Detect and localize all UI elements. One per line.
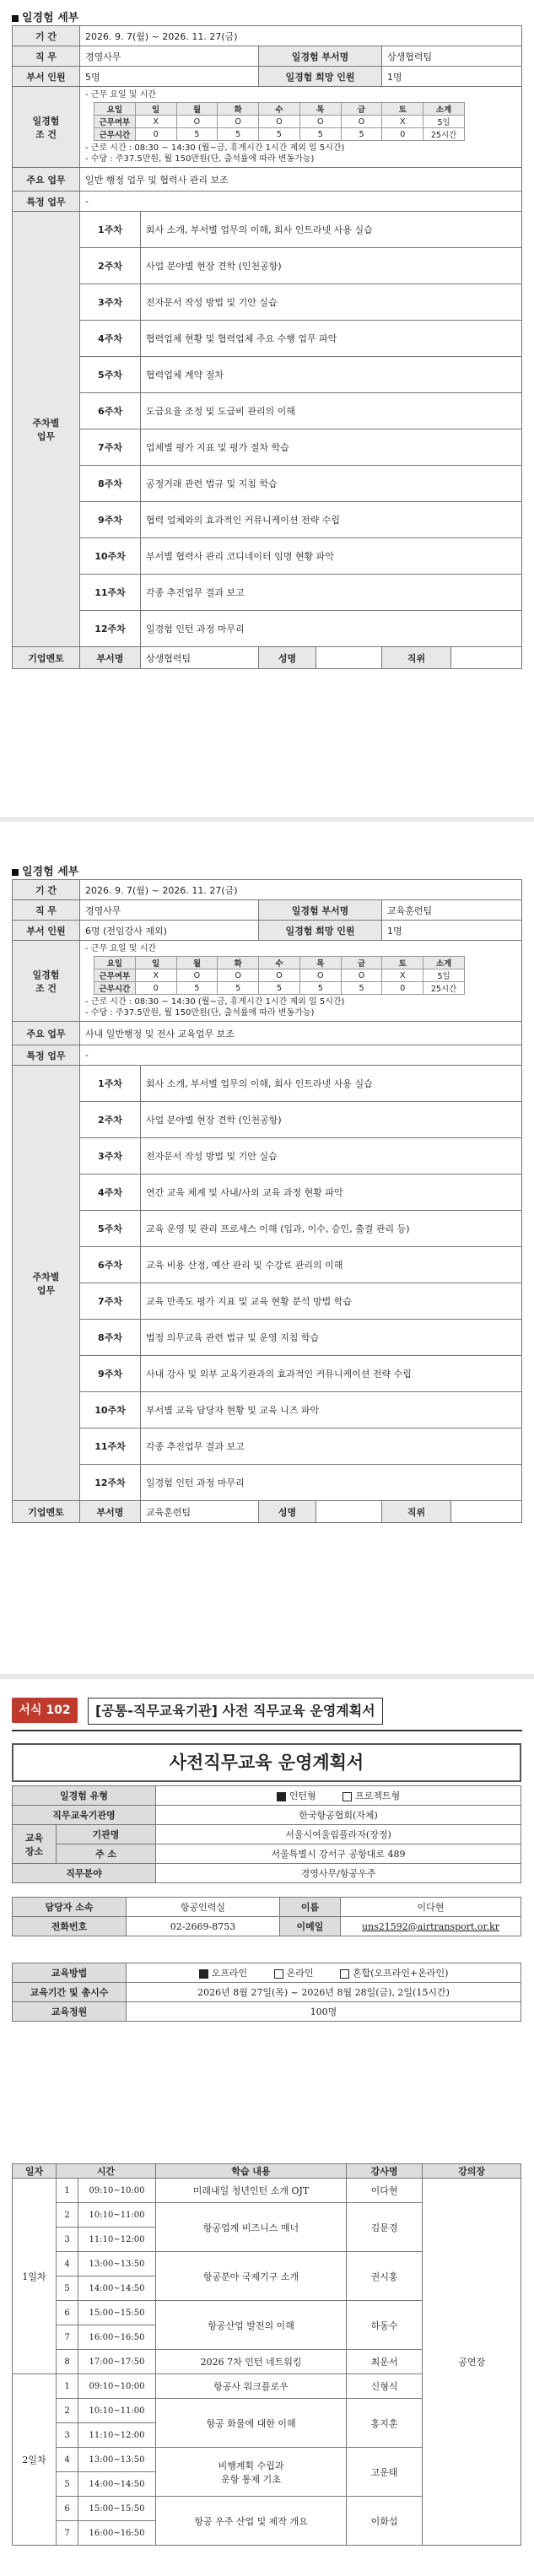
name-value: 이다현 <box>341 1898 521 1917</box>
week-number: 8주차 <box>80 466 141 502</box>
schedule-cell: 0 <box>382 128 423 141</box>
mentor-dept-value: 상생협력팀 <box>141 647 259 669</box>
schedule-cell: 5 <box>218 982 259 995</box>
venue-org-value: 서울시여울림플라자(장정) <box>156 1825 521 1844</box>
slot-time: 11:10~12:00 <box>78 2423 156 2448</box>
contact-table <box>12 1897 521 1936</box>
dept-value: 상생협력팀 <box>382 46 522 67</box>
dept-label: 일경험 부서명 <box>259 900 382 921</box>
mentor-position-label: 직위 <box>382 647 451 669</box>
checked-box-icon[interactable] <box>199 1969 208 1979</box>
page-gap <box>0 1674 534 1679</box>
venue-addr-value: 서울특별시 강서구 공항대로 489 <box>156 1844 521 1864</box>
detail-table <box>12 25 522 669</box>
schedule-cell: X <box>382 969 423 982</box>
schedule-header: 일 <box>135 957 176 969</box>
week-number: 5주차 <box>80 357 141 393</box>
plan-info-table <box>12 1785 521 1883</box>
week-task: 업체별 평가 지표 및 평가 절차 학습 <box>141 429 522 466</box>
week-number: 3주차 <box>80 1138 141 1175</box>
week-number: 7주차 <box>80 429 141 466</box>
week-number: 9주차 <box>80 502 141 538</box>
mentor-name-label: 성명 <box>259 1501 316 1523</box>
job-label: 직 무 <box>13 46 80 67</box>
owner-label: 담당자 소속 <box>13 1898 127 1917</box>
schedule-header: 금 <box>341 103 382 116</box>
schedule-header: 토 <box>382 103 423 116</box>
slot-time: 17:00~17:50 <box>78 2350 156 2374</box>
want-label: 일경험 희망 인원 <box>259 67 382 87</box>
work-schedule-table <box>94 102 465 141</box>
week-task: 교육 만족도 평가 지표 및 교육 현황 분석 방법 학습 <box>141 1283 522 1320</box>
schedule-cell: X <box>382 116 423 128</box>
schedule-cell: O <box>259 969 300 982</box>
mentor-label: 기업멘토 <box>13 1501 80 1523</box>
staff-label: 부서 인원 <box>13 67 80 87</box>
week-task: 협력업체 현황 및 협력업체 주요 수행 업무 파악 <box>141 321 522 357</box>
lesson-content: 항공 화물에 대한 이해 <box>156 2399 347 2448</box>
slot-number: 4 <box>57 2448 78 2472</box>
special-task-value: - <box>80 1045 522 1066</box>
schedule-cell: 5일 <box>423 116 465 128</box>
slot-time: 10:10~11:00 <box>78 2399 156 2423</box>
instructor-name: 이다현 <box>347 2179 423 2203</box>
training-schedule-table <box>12 2163 521 2546</box>
schedule-header: 목 <box>299 103 341 116</box>
lecture-room: 공연장 <box>423 2179 521 2546</box>
dept-value: 교육훈련팀 <box>382 900 522 921</box>
instructor-name: 이화섭 <box>347 2497 423 2546</box>
slot-time: 16:00~16:50 <box>78 2325 156 2350</box>
week-task: 협력 업체와의 효과적인 커뮤니케이션 전략 수립 <box>141 502 522 538</box>
schedule-cell: 0 <box>382 982 423 995</box>
col-room: 강의장 <box>423 2164 521 2179</box>
week-task: 전자문서 작성 방법 및 기안 실습 <box>141 284 522 321</box>
schedule-cell: 25시간 <box>423 128 465 141</box>
detail-table <box>12 879 522 1523</box>
type-intern: 인턴형 <box>289 1790 316 1801</box>
want-label: 일경험 희망 인원 <box>259 921 382 941</box>
period-label: 기 간 <box>13 880 80 900</box>
week-number: 5주차 <box>80 1211 141 1247</box>
week-task: 회사 소개, 부서별 업무의 이해, 회사 인트라넷 사용 실습 <box>141 212 522 248</box>
work-schedule-table <box>94 956 465 995</box>
field-value: 경영사무/항공우주 <box>156 1864 521 1883</box>
week-number: 12주차 <box>80 1465 141 1501</box>
weekly-tasks-label: 주차별 업무 <box>13 1066 80 1501</box>
special-task-label: 특정 업무 <box>13 1045 80 1066</box>
day-label: 2일차 <box>13 2374 57 2546</box>
period-value: 2026년 8월 27일(목) ~ 2026년 8월 28일(금), 2일(15시간) <box>127 1983 521 2002</box>
capacity-label: 교육정원 <box>13 2002 127 2022</box>
form-divider <box>12 1730 522 1731</box>
week-task: 협력업체 계약 절차 <box>141 357 522 393</box>
instructor-name: 김문경 <box>347 2203 423 2252</box>
page-gap <box>0 817 534 822</box>
slot-number: 5 <box>57 2472 78 2497</box>
week-task: 전자문서 작성 방법 및 기안 실습 <box>141 1138 522 1175</box>
period-label: 기 간 <box>13 26 80 46</box>
week-task: 일경험 인턴 과정 마무리 <box>141 1465 522 1501</box>
lesson-content: 2026 7차 인턴 네트워킹 <box>156 2350 347 2374</box>
method-offline: 오프라인 <box>211 1968 248 1979</box>
venue-org-label: 기관명 <box>57 1825 156 1844</box>
week-number: 9주차 <box>80 1356 141 1392</box>
mentor-name-label: 성명 <box>259 647 316 669</box>
main-task-value: 사내 일반행정 및 전사 교육업무 보조 <box>80 1022 522 1045</box>
method-online: 온라인 <box>286 1968 314 1979</box>
schedule-cell: O <box>341 969 382 982</box>
square-bullet-icon <box>12 869 19 876</box>
week-number: 6주차 <box>80 1247 141 1283</box>
section-title: 일경험 세부 <box>12 862 78 878</box>
email-label: 이메일 <box>280 1917 341 1936</box>
section-title: 일경험 세부 <box>12 8 78 24</box>
method-blended: 혼합(오프라인+온라인) <box>352 1968 449 1979</box>
mentor-dept-label: 부서명 <box>80 1501 141 1523</box>
slot-time: 15:00~15:50 <box>78 2497 156 2521</box>
period-value: 2026. 9. 7(월) ~ 2026. 11. 27(금) <box>80 26 522 46</box>
schedule-header: 요일 <box>94 957 136 969</box>
type-options <box>156 1786 521 1806</box>
job-value: 경영사무 <box>80 46 259 67</box>
method-table <box>12 1963 521 2022</box>
mentor-dept-label: 부서명 <box>80 647 141 669</box>
lesson-content: 항공 우주 산업 및 제작 개요 <box>156 2497 347 2546</box>
col-time: 시간 <box>57 2164 156 2179</box>
field-label: 직무분야 <box>13 1864 156 1883</box>
lesson-content: 항공사 워크플로우 <box>156 2374 347 2399</box>
unchecked-box-icon[interactable] <box>343 1792 352 1801</box>
week-task: 부서별 교육 담당자 현황 및 교육 니즈 파악 <box>141 1392 522 1428</box>
schedule-header: 목 <box>299 957 341 969</box>
slot-time: 09:10~10:00 <box>78 2179 156 2203</box>
schedule-cell: 0 <box>135 128 176 141</box>
instructor-name: 고운태 <box>347 2448 423 2497</box>
slot-time: 09:10~10:00 <box>78 2374 156 2399</box>
week-task: 사업 분야별 현장 견학 (인천공항) <box>141 1102 522 1138</box>
form-number-badge: 서식 102 <box>12 1698 78 1723</box>
schedule-cell: 5 <box>176 982 218 995</box>
schedule-cell: O <box>341 116 382 128</box>
week-number: 2주차 <box>80 1102 141 1138</box>
type-label: 일경험 유형 <box>13 1786 156 1806</box>
staff-label: 부서 인원 <box>13 921 80 941</box>
schedule-header: 화 <box>218 103 259 116</box>
schedule-cell: 근무여부 <box>94 969 136 982</box>
main-task-label: 주요 업무 <box>13 168 80 192</box>
col-day: 일자 <box>13 2164 57 2179</box>
plan-title: 사전직무교육 운영계획서 <box>12 1743 521 1782</box>
slot-number: 4 <box>57 2252 78 2276</box>
week-task: 사업 분야별 현장 견학 (인천공항) <box>141 248 522 284</box>
staff-value: 6명 (전임강사 제외) <box>80 921 259 941</box>
slot-number: 2 <box>57 2203 78 2228</box>
slot-time: 13:00~13:50 <box>78 2448 156 2472</box>
email-link[interactable]: uns21592@airtransport.or.kr <box>341 1917 521 1936</box>
week-task: 법정 의무교육 관련 법규 및 운영 지침 학습 <box>141 1320 522 1356</box>
schedule-cell: O <box>218 969 259 982</box>
lesson-content: 항공산업 발전의 이해 <box>156 2301 347 2350</box>
week-number: 2주차 <box>80 248 141 284</box>
week-number: 1주차 <box>80 212 141 248</box>
schedule-cell: 근무시간 <box>94 982 136 995</box>
slot-time: 11:10~12:00 <box>78 2228 156 2252</box>
schedule-intro: - 근무 요일 및 시간 <box>85 944 156 953</box>
schedule-header: 월 <box>176 957 218 969</box>
schedule-cell: 5 <box>341 128 382 141</box>
week-number: 6주차 <box>80 393 141 429</box>
phone-label: 전화번호 <box>13 1917 127 1936</box>
method-label: 교육방법 <box>13 1963 127 1983</box>
slot-time: 10:10~11:00 <box>78 2203 156 2228</box>
schedule-header: 요일 <box>94 103 136 116</box>
form-header <box>12 1698 518 1728</box>
special-task-label: 특정 업무 <box>13 192 80 212</box>
week-number: 7주차 <box>80 1283 141 1320</box>
mentor-dept-value: 교육훈련팀 <box>141 1501 259 1523</box>
lesson-content: 항공분야 국제기구 소개 <box>156 2252 347 2301</box>
square-bullet-icon <box>12 15 19 22</box>
schedule-cell: 5 <box>299 982 341 995</box>
schedule-header: 월 <box>176 103 218 116</box>
lesson-content: 비행계획 수립과 운항 통제 기초 <box>156 2448 347 2497</box>
schedule-cell: O <box>299 116 341 128</box>
schedule-cell: O <box>176 116 218 128</box>
schedule-header: 수 <box>259 957 300 969</box>
phone-value: 02-2669-8753 <box>127 1917 280 1936</box>
mentor-position-value <box>451 1501 522 1523</box>
slot-number: 6 <box>57 2301 78 2325</box>
venue-addr-label: 주 소 <box>57 1844 156 1864</box>
want-value: 1명 <box>382 67 522 87</box>
slot-time: 14:00~14:50 <box>78 2472 156 2497</box>
dept-label: 일경험 부서명 <box>259 46 382 67</box>
schedule-cell: X <box>135 969 176 982</box>
week-task: 연간 교육 체계 및 사내/사외 교육 과정 현황 파악 <box>141 1175 522 1211</box>
slot-time: 14:00~14:50 <box>78 2276 156 2301</box>
schedule-header: 소계 <box>423 957 465 969</box>
job-label: 직 무 <box>13 900 80 921</box>
type-project: 프로젝트형 <box>355 1790 401 1801</box>
schedule-header: 소계 <box>423 103 465 116</box>
slot-number: 1 <box>57 2179 78 2203</box>
schedule-cell: 5 <box>299 128 341 141</box>
week-number: 12주차 <box>80 611 141 647</box>
venue-label: 교육 장소 <box>13 1825 57 1864</box>
work-hours-note: - 근로 시간 : 08:30 ~ 14:30 (월~금, 휴게시간 1시간 제외 일 5시간) <box>85 143 345 153</box>
slot-number: 8 <box>57 2350 78 2374</box>
conditions-label: 일경험 조 건 <box>13 941 80 1022</box>
schedule-header: 금 <box>341 957 382 969</box>
work-hours-note: - 근로 시간 : 08:30 ~ 14:30 (월~금, 휴게시간 1시간 제외 일 5시간) <box>85 997 345 1007</box>
schedule-cell: X <box>135 116 176 128</box>
mentor-name-value <box>316 647 382 669</box>
week-number: 10주차 <box>80 538 141 575</box>
instructor-name: 신형식 <box>347 2374 423 2399</box>
instructor-name: 최운서 <box>347 2350 423 2374</box>
week-task: 일경험 인턴 과정 마무리 <box>141 611 522 647</box>
schedule-header: 일 <box>135 103 176 116</box>
week-number: 8주차 <box>80 1320 141 1356</box>
conditions-label: 일경험 조 건 <box>13 87 80 168</box>
week-number: 11주차 <box>80 575 141 611</box>
slot-number: 7 <box>57 2325 78 2350</box>
week-task: 회사 소개, 부서별 업무의 이해, 회사 인트라넷 사용 실습 <box>141 1066 522 1102</box>
slot-time: 13:00~13:50 <box>78 2252 156 2276</box>
schedule-cell: O <box>218 116 259 128</box>
week-number: 4주차 <box>80 1175 141 1211</box>
lesson-content: 항공업계 비즈니스 매너 <box>156 2203 347 2252</box>
schedule-header: 화 <box>218 957 259 969</box>
staff-value: 5명 <box>80 67 259 87</box>
allowance-note: - 수당 : 주37.5만원, 월 150만원(단, 출석률에 따라 변동가능) <box>85 1008 315 1018</box>
schedule-cell: 25시간 <box>423 982 465 995</box>
slot-number: 5 <box>57 2276 78 2301</box>
allowance-note: - 수당 : 주37.5만원, 월 150만원(단, 출석률에 따라 변동가능) <box>85 154 315 164</box>
week-number: 11주차 <box>80 1428 141 1465</box>
job-value: 경영사무 <box>80 900 259 921</box>
form-title: [공통-직무교육기관] 사전 직무교육 운영계획서 <box>88 1698 383 1725</box>
week-task: 교육 운영 및 관리 프로세스 이해 (입과, 이수, 승인, 출결 관리 등) <box>141 1211 522 1247</box>
period-label: 교육기간 및 총시수 <box>13 1983 127 2002</box>
schedule-header: 수 <box>259 103 300 116</box>
schedule-cell: O <box>176 969 218 982</box>
day-label: 1일차 <box>13 2179 57 2374</box>
slot-number: 2 <box>57 2399 78 2423</box>
mentor-label: 기업멘토 <box>13 647 80 669</box>
slot-time: 16:00~16:50 <box>78 2521 156 2546</box>
schedule-cell: 5일 <box>423 969 465 982</box>
weekly-tasks-label: 주차별 업무 <box>13 212 80 647</box>
main-task-value: 일반 행정 업무 및 협력사 관리 보조 <box>80 168 522 192</box>
mentor-name-value <box>316 1501 382 1523</box>
slot-number: 3 <box>57 2423 78 2448</box>
week-task: 교육 비용 산정, 예산 관리 및 수강료 관리의 이해 <box>141 1247 522 1283</box>
schedule-intro: - 근무 요일 및 시간 <box>85 90 156 100</box>
schedule-header: 토 <box>382 957 423 969</box>
lesson-content: 미래내일 청년인턴 소개 OJT <box>156 2179 347 2203</box>
schedule-cell: 5 <box>259 128 300 141</box>
schedule-cell: O <box>299 969 341 982</box>
main-task-label: 주요 업무 <box>13 1022 80 1045</box>
week-task: 각종 추진업무 결과 보고 <box>141 575 522 611</box>
org-value: 한국항공협회(자체) <box>156 1806 521 1825</box>
instructor-name: 하동수 <box>347 2301 423 2350</box>
period-value: 2026. 9. 7(월) ~ 2026. 11. 27(금) <box>80 880 522 900</box>
special-task-value: - <box>80 192 522 212</box>
week-task: 각종 추진업무 결과 보고 <box>141 1428 522 1465</box>
week-number: 4주차 <box>80 321 141 357</box>
schedule-cell: 0 <box>135 982 176 995</box>
schedule-cell: 근무여부 <box>94 116 136 128</box>
col-instructor: 강사명 <box>347 2164 423 2179</box>
unchecked-box-icon[interactable] <box>340 1969 349 1979</box>
owner-value: 항공인력실 <box>127 1898 280 1917</box>
slot-number: 1 <box>57 2374 78 2399</box>
col-content: 학습 내용 <box>156 2164 347 2179</box>
want-value: 1명 <box>382 921 522 941</box>
schedule-cell: 5 <box>259 982 300 995</box>
slot-time: 15:00~15:50 <box>78 2301 156 2325</box>
week-task: 사내 강사 및 외부 교육기관과의 효과적인 커뮤니케이션 전략 수립 <box>141 1356 522 1392</box>
week-task: 공정거래 관련 법규 및 지침 학습 <box>141 466 522 502</box>
week-task: 부서별 협력사 관리 코디네이터 임명 현황 파악 <box>141 538 522 575</box>
conditions-cell <box>80 87 522 168</box>
week-task: 도급요율 조정 및 도급비 관리의 이해 <box>141 393 522 429</box>
week-number: 3주차 <box>80 284 141 321</box>
checked-box-icon[interactable] <box>277 1792 286 1801</box>
conditions-cell <box>80 941 522 1022</box>
capacity-value: 100명 <box>127 2002 521 2022</box>
mentor-position-label: 직위 <box>382 1501 451 1523</box>
schedule-cell: 근무시간 <box>94 128 136 141</box>
schedule-cell: 5 <box>218 128 259 141</box>
slot-number: 3 <box>57 2228 78 2252</box>
name-label: 이름 <box>280 1898 341 1917</box>
slot-number: 7 <box>57 2521 78 2546</box>
schedule-cell: 5 <box>341 982 382 995</box>
unchecked-box-icon[interactable] <box>274 1969 283 1979</box>
instructor-name: 홍지훈 <box>347 2399 423 2448</box>
schedule-cell: O <box>259 116 300 128</box>
mentor-position-value <box>451 647 522 669</box>
week-number: 1주차 <box>80 1066 141 1102</box>
org-label: 직무교육기관명 <box>13 1806 156 1825</box>
method-options <box>127 1963 521 1983</box>
week-number: 10주차 <box>80 1392 141 1428</box>
instructor-name: 권시홍 <box>347 2252 423 2301</box>
slot-number: 6 <box>57 2497 78 2521</box>
schedule-cell: 5 <box>176 128 218 141</box>
